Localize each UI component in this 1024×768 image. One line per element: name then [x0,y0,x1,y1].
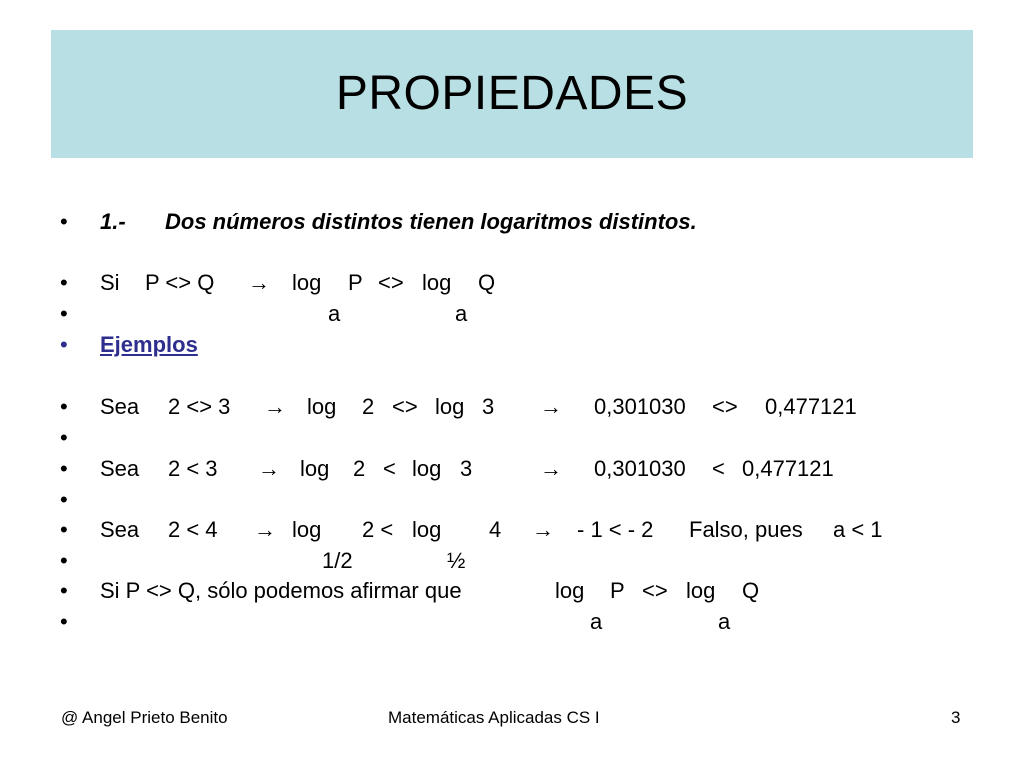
bullet-marker: • [60,332,68,357]
title-banner [51,30,973,158]
text-conclusion: Si P <> Q, sólo podemos afirmar que [100,578,462,603]
bullet-marker: • [60,394,68,419]
bullet-line-example-2 [0,454,1024,484]
bullet-line-si [0,268,1024,298]
text-log: log [412,517,442,542]
text-p-ne-q: P <> Q [145,270,215,295]
bullet-line-example-3 [0,515,1024,545]
arrow-right-icon: → [540,394,562,419]
text-result: - 1 < - 2 [577,517,654,542]
text-value: 0,301030 [594,394,686,419]
bullet-line-bases [0,299,1024,329]
bullet-marker: • [60,425,68,450]
log-base-half: ½ [447,548,466,573]
text-relation: 2 < 3 [168,456,218,481]
text-q: Q [742,578,760,603]
log-base-half: 1/2 [322,548,353,573]
text-relation: 2 <> 3 [168,394,231,419]
arrow-right-icon: → [248,270,270,295]
slide-title: PROPIEDADES [335,67,689,120]
bullet-marker: • [60,270,68,295]
text-lt: < [383,456,396,481]
arrow-right-icon: → [532,517,554,542]
bullet-line-conclusion [0,576,1024,606]
text-log: log [435,394,465,419]
bullet-marker: • [60,517,68,542]
text-log: log [686,578,716,603]
bullet-line-empty [0,423,1024,453]
text-value: 0,477121 [742,456,834,481]
text-log: log [307,394,337,419]
log-base-a: a [718,609,731,634]
bullet-line-bases [0,546,1024,576]
arrow-right-icon: → [264,394,286,419]
text-sea: Sea [100,394,140,419]
text-arg: 3 [482,394,495,419]
bullet-marker: • [60,578,68,603]
text-ne: <> [378,270,404,295]
text-p: P [348,270,363,295]
text-arg: 2 [362,394,375,419]
text-value: 0,477121 [765,394,857,419]
text-ne: <> [712,394,738,419]
text-arg: 4 [489,517,502,542]
bullet-line-empty [0,485,1024,515]
bullet-marker: • [60,456,68,481]
bullet-marker: • [60,609,68,634]
text-condition: a < 1 [833,517,883,542]
footer-page-number: 3 [951,708,961,727]
text-lt: < [712,456,725,481]
text-sea: Sea [100,517,140,542]
ejemplos-link[interactable]: Ejemplos [100,332,198,357]
text-log: log [422,270,452,295]
log-base-a: a [328,301,341,326]
text-q: Q [478,270,496,295]
text-log: log [292,517,322,542]
property-statement: Dos números distintos tienen logaritmos distintos. [165,209,697,234]
property-number: 1.- [100,209,126,234]
text-value: 0,301030 [594,456,686,481]
text-ne: <> [392,394,418,419]
text-relation: 2 < 4 [168,517,218,542]
text-log: log [292,270,322,295]
log-base-a: a [455,301,468,326]
footer-author: @ Angel Prieto Benito [61,708,228,727]
log-base-a: a [590,609,603,634]
text-si: Si [100,270,120,295]
arrow-right-icon: → [258,456,280,481]
bullet-line-bases [0,607,1024,637]
bullet-line-ejemplos [0,330,1024,360]
text-arg: 3 [460,456,473,481]
bullet-marker: • [60,209,68,234]
text-sea: Sea [100,456,140,481]
text-arg: 2 [353,456,366,481]
bullet-line-property [0,207,1024,237]
text-log: log [555,578,585,603]
text-log: log [412,456,442,481]
bullet-line-example-1 [0,392,1024,422]
bullet-marker: • [60,548,68,573]
bullet-marker: • [60,487,68,512]
footer-course: Matemáticas Aplicadas CS I [388,708,600,727]
text-ne: <> [642,578,668,603]
text-falso: Falso, pues [689,517,803,542]
arrow-right-icon: → [254,517,276,542]
bullet-marker: • [60,301,68,326]
text-p: P [610,578,625,603]
arrow-right-icon: → [540,456,562,481]
text-log: log [300,456,330,481]
text-arg: 2 < [362,517,394,542]
